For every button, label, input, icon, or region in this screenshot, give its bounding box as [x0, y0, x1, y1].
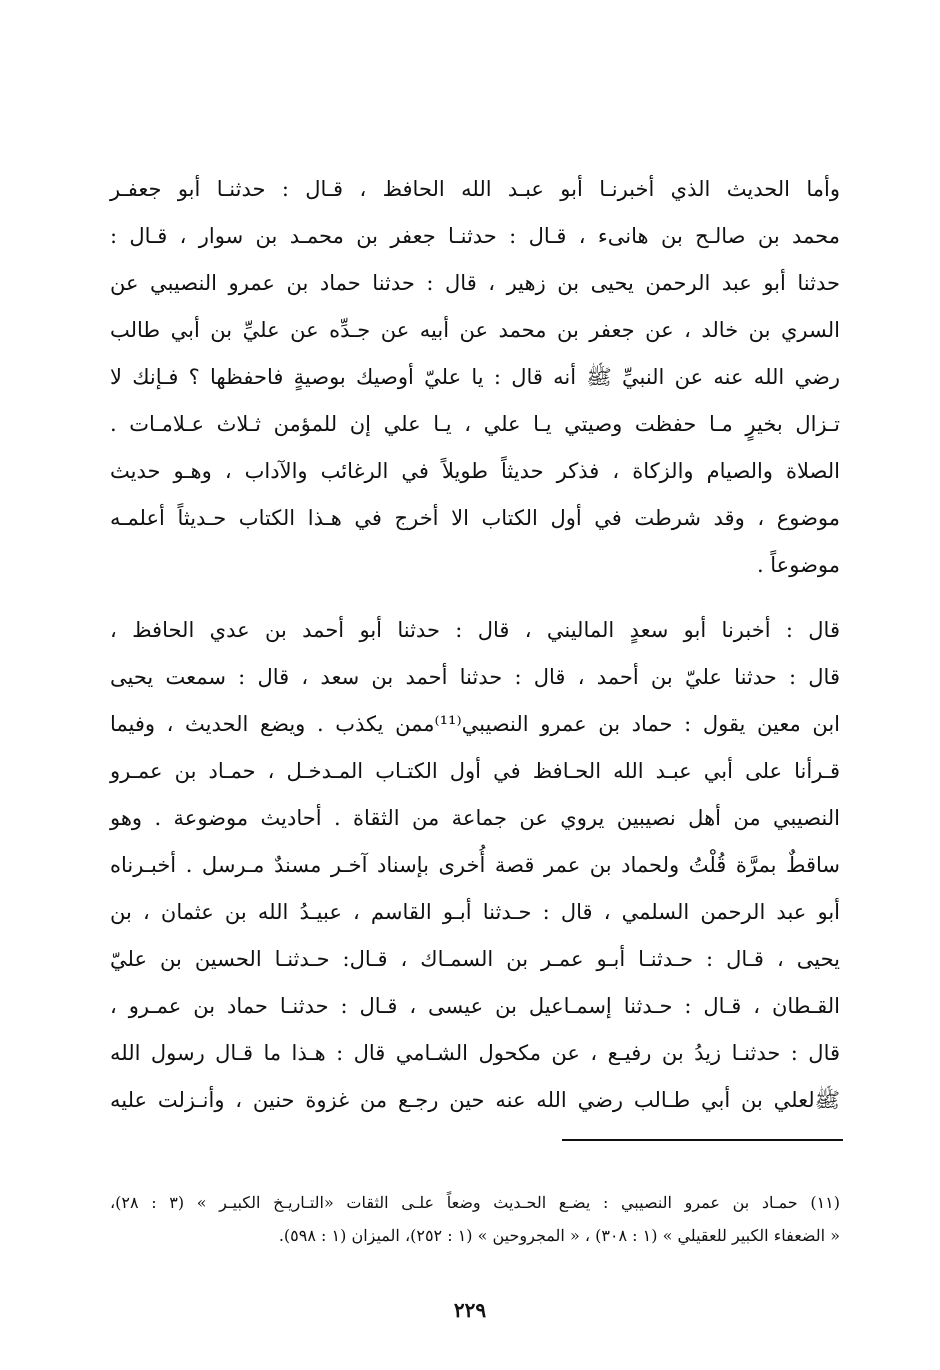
text-line: أبو عبد الرحمن السلمي ، قال : حـدثنا أبـو القاسم ، عبيـدُ الله بن عثمان ، بن [110, 900, 840, 924]
text-line: تـزال بخيرٍ مـا حفظت وصيتي يـا علي ، يـا علي إن للمؤمن ثـلاث عـلامـات . [110, 412, 840, 436]
text-line: الصلاة والصيام والزكاة ، فذكر حديثاً طويلاً في الرغائب والآداب ، وهـو حديث [110, 459, 840, 483]
footnote-line: (١١) حمـاد بن عمرو النصيبي : يضـع الحـديث وضعاً علـى الثقات «التـاريـخ الكبيـر » (٣ : ٢٨)، [110, 1193, 840, 1212]
footnote-divider [562, 1139, 843, 1141]
paragraph-2 [110, 607, 840, 1124]
paragraph-1 [110, 166, 840, 589]
text-line: موضوعاً . [756, 553, 840, 577]
text-line: يحيى ، قـال : حـدثنـا أبـو عمـر بن السمـاك ، قـال: حـدثنـا الحسين بن عليّ [110, 947, 840, 971]
text-line: محمد بن صالـح بن هانىء ، قـال : حدثنـا جعفر بن محمـد بن سوار ، قـال : [110, 224, 840, 248]
text-line: ابن معين يقول : حماد بن عمرو النصيبي⁽¹¹⁾ممن يكذب . ويضع الحديث ، وفيما [110, 712, 841, 736]
text-line: قال : أخبرنا أبو سعدٍ الماليني ، قال : حدثنا أبو أحمد بن عدي الحافظ ، [110, 618, 840, 642]
text-line: السري بن خالد ، عن جعفر بن محمد عن أبيه عن جـدِّه عن عليِّ بن أبي طالب [110, 318, 840, 342]
footnote-line: « الضعفاء الكبير للعقيلي » (١ : ٣٠٨) ، « المجروحين » (١ : ٢٥٢)، الميزان (١ : ٥٩٨). [278, 1226, 840, 1245]
text-line: قال : حدثنـا زيدُ بن رفيـع ، عن مكحول الشـامي قال : هـذا ما قـال رسول الله [110, 1041, 840, 1065]
text-line: موضوع ، وقد شرطت في أول الكتاب الا أخرج في هـذا الكتاب حـديثاً أعلمـه [110, 506, 840, 530]
text-line: قال : حدثنا عليّ بن أحمد ، قال : حدثنا أحمد بن سعد ، قال : سمعت يحيى [110, 665, 840, 689]
page-number: ٢٢٩ [453, 1298, 487, 1322]
text-line: ساقطٌ بمرَّة قُلْتُ ولحماد بن عمر قصة أُخرى بإسناد آخـر مسندٌ مـرسل . أخبـرناه [110, 853, 840, 877]
text-line: قـرأنا على أبي عبـد الله الحـافظ في أول الكتـاب المـدخـل ، حمـاد بن عمـرو [110, 759, 840, 783]
text-line: وأما الحديث الذي أخبرنـا أبو عبـد الله الحافظ ، قـال : حدثنـا أبو جعفـر [110, 177, 840, 201]
footnotes [110, 1186, 840, 1252]
text-line: حدثنا أبو عبد الرحمن يحيى بن زهير ، قال : حدثنا حماد بن عمرو النصيبي عن [110, 271, 840, 295]
text-line: رضي الله عنه عن النبيِّ ﷺ أنه قال : يا عليّ أوصيك بوصيةٍ فاحفظها ؟ فـإنك لا [110, 365, 840, 389]
text-line: القـطان ، قـال : حـدثنا إسمـاعيل بن عيسى ، قـال : حدثنـا حماد بن عمـرو ، [110, 994, 840, 1018]
text-line: النصيبي من أهل نصيبين يروي عن جماعة من الثقاة . أحاديث موضوعة . وهو [110, 806, 840, 830]
text-line: ﷺلعلي بن أبي طـالب رضي الله عنه حين رجـع من غزوة حنين ، وأنـزلت عليه [110, 1088, 840, 1112]
